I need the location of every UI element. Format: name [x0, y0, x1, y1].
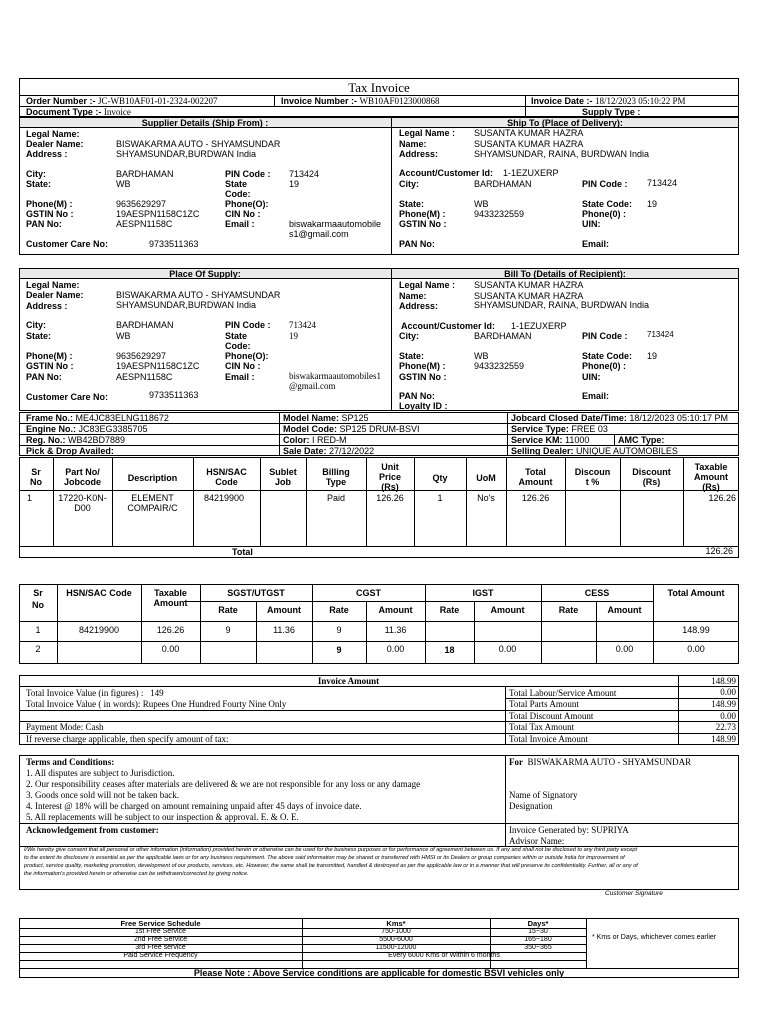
service-type: Service Type: FREE 03 — [511, 424, 608, 434]
invoice-date: Invoice Date :- 18/12/2023 05:10:22 PM — [531, 96, 686, 106]
supplier-email: biswakarmaautomobile — [289, 219, 382, 229]
place-of-supply-email: biswakarmaautomobiles1 — [289, 371, 381, 381]
col-unit-price: Unit Price (Rs) — [378, 462, 402, 492]
tax-col-cgst: CGST — [355, 588, 381, 598]
terms-heading: Terms and Conditions: — [26, 757, 115, 767]
schedule-col-service: Free Service Schedule — [120, 919, 201, 928]
tax-col-sgst: SGST/UTGST — [227, 588, 285, 598]
term-item: 5. All replacements will be subject to our inspection & approval. E. & O. E. — [26, 812, 299, 822]
term-item: 2. Our responsibility ceases after materials are delivered & we are not responsible for any loss or any damage — [26, 779, 421, 789]
supply-type: Supply Type : — [582, 107, 641, 117]
col-qty: Qty — [432, 473, 448, 483]
items-total-label: Total — [232, 547, 253, 557]
tax-col-sr: Sr No — [32, 588, 44, 610]
document-type: Document Type :- Invoice — [26, 107, 131, 117]
reverse-charge: If reverse charge applicable, then specify amount of tax: — [26, 734, 229, 744]
shipto-heading: Ship To (Place of Delivery): — [507, 118, 623, 128]
schedule-side-note: * Kms or Days, whichever comes earlier — [592, 934, 717, 941]
reg-no: Reg. No.: WB42BD7889 — [26, 435, 126, 445]
invoice-amount-value: 148.99 — [711, 676, 736, 686]
payment-mode: Payment Mode: Cash — [26, 722, 104, 732]
invoice-value-words: Total Invoice Value ( in words): Rupees One Hundred Fourty Nine Only — [26, 699, 287, 709]
tax-col-taxable: Taxable Amount — [153, 588, 188, 608]
tax-col-total: Total Amount — [667, 588, 725, 598]
summary-line: Total Discount Amount — [509, 711, 594, 721]
order-number: Order Number :- JC-WB10AF01-01-2324-002207 — [26, 96, 218, 106]
model-code: Model Code: SP125 DRUM-BSVI — [283, 424, 420, 434]
tax-col-igst: IGST — [472, 588, 494, 598]
col-hsn: HSN/SAC Code — [206, 467, 247, 487]
color: Color: I RED-M — [283, 435, 347, 445]
tax-col-cess: CESS — [584, 588, 610, 598]
billto-heading: Bill To (Details of Recipient): — [504, 269, 626, 279]
service-km: Service KM: 11000 — [511, 435, 590, 445]
summary-line: Total Tax Amount — [509, 722, 575, 732]
selling-dealer: Selling Dealer: UNIQUE AUTOMOBILES — [511, 446, 678, 456]
invoice-number: Invoice Number :- WB10AF0123000868 — [281, 96, 440, 106]
col-billing: Billing Type — [322, 467, 350, 487]
sale-date: Sale Date: 27/12/2022 — [283, 446, 375, 456]
acknowledgement: Acknowledgement from customer: — [26, 825, 159, 835]
place-of-supply-heading: Place Of Supply: — [169, 269, 241, 279]
invoice-value-figures: Total Invoice Value (in figures) : 149 — [26, 688, 164, 698]
paid-service-label: Paid Service Frequency — [123, 952, 198, 959]
col-taxable: Taxable Amount (Rs) — [694, 462, 728, 492]
schedule-note: Please Note : Above Service conditions are applicable for domestic BSVI vehicles only — [193, 968, 565, 978]
advisor-name: Advisor Name: — [509, 836, 565, 846]
col-total: Total Amount — [518, 467, 553, 487]
jobcard-closed: Jobcard Closed Date/Time: 18/12/2023 05:10:17 PM — [511, 413, 728, 423]
invoice-amount-label: Invoice Amount — [317, 676, 380, 686]
items-total-value: 126.26 — [705, 546, 733, 556]
amc-type: AMC Type: — [618, 435, 665, 445]
col-sr: Sr No — [30, 467, 42, 487]
paid-service-value: Every 6000 Kms or Within 6 months — [388, 952, 500, 959]
term-item: 3. Goods once sold will not be taken back. — [26, 790, 179, 800]
pick-drop: Pick & Drop Availed: — [26, 446, 114, 456]
term-item: 4. Interest @ 18% will be charged on amount remaining unpaid after 45 days of invoice date. — [26, 801, 362, 811]
model-name: Model Name: SP125 — [283, 413, 369, 423]
summary-line: Total Invoice Amount — [509, 734, 588, 744]
signatory-name: Name of Signatory — [509, 790, 578, 800]
for-dealer: For BISWAKARMA AUTO - SHYAMSUNDAR — [509, 757, 692, 767]
frame-no: Frame No.: ME4JC83ELNG118672 — [26, 413, 169, 423]
col-discount-rs: Discount (Rs) — [632, 467, 671, 487]
summary-line: Total Labour/Service Amount — [509, 688, 617, 698]
col-description: Description — [127, 473, 178, 483]
schedule-col-days: Days* — [527, 919, 549, 928]
term-item: 1. All disputes are subject to Jurisdiction. — [26, 768, 175, 778]
page-title: Tax Invoice — [348, 80, 410, 95]
summary-line: Total Parts Amount — [509, 699, 579, 709]
col-discount-pct: Discoun t % — [574, 467, 611, 487]
schedule-col-kms: Kms* — [386, 919, 406, 928]
signatory-designation: Designation — [509, 801, 553, 811]
col-part: Part No/ Jobcode — [63, 467, 101, 487]
col-sublet: Sublet Job — [269, 467, 297, 487]
engine-no: Engine No.: JC83EG3385705 — [26, 424, 148, 434]
invoice-generated-by: Invoice Generated by: SUPRIYA — [509, 825, 629, 835]
col-uom: UoM — [476, 473, 496, 483]
supplier-heading: Supplier Details (Ship From) : — [141, 118, 269, 128]
customer-signature: Customer Signature — [605, 890, 663, 897]
tax-col-hsn: HSN/SAC Code — [66, 588, 132, 598]
